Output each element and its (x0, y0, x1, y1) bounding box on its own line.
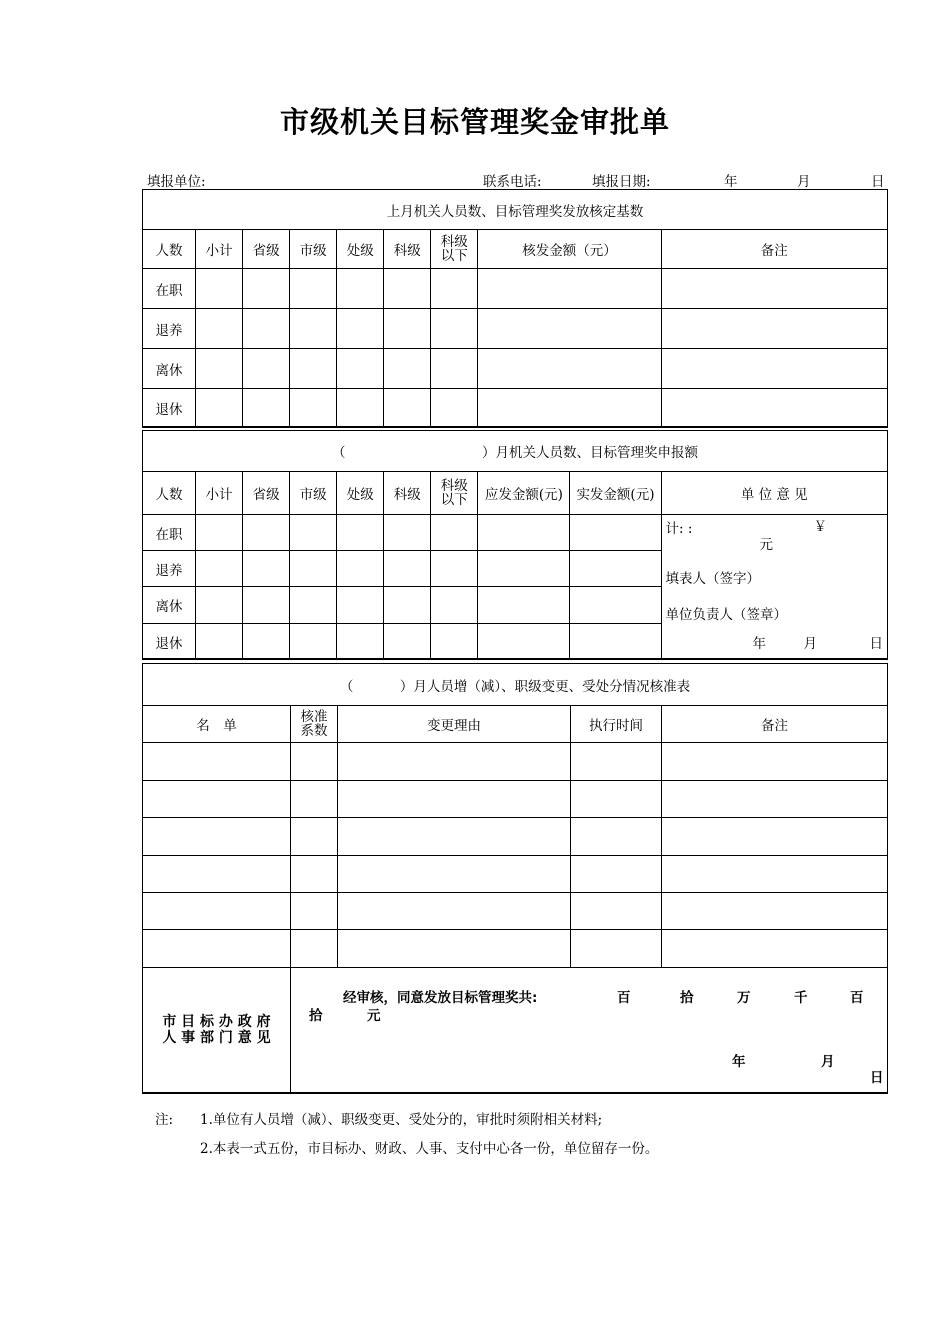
input-cell[interactable] (478, 349, 661, 389)
head-signature-label: 单位负责人（签章） (665, 607, 788, 623)
row-label-retired: 退休 (143, 389, 196, 428)
row-label-semi-retired: 退养 (143, 309, 196, 349)
input-cell[interactable] (431, 269, 478, 309)
input-cell[interactable] (431, 624, 478, 660)
col-header-unit-opinion: 单 位 意 见 (661, 472, 887, 515)
input-cell[interactable] (290, 269, 337, 309)
input-cell[interactable] (431, 587, 478, 624)
input-cell[interactable] (243, 349, 290, 389)
col-header-paid-amount: 实发金额(元) (570, 472, 661, 515)
input-cell[interactable] (478, 515, 570, 551)
input-cell[interactable] (662, 743, 888, 781)
input-cell[interactable] (338, 781, 571, 818)
label-part: 以下 (440, 247, 468, 264)
phone-label: 联系电话: (483, 174, 542, 190)
title-open-paren: （ (332, 445, 346, 461)
label-part: 系数 (300, 722, 328, 739)
input-cell[interactable] (571, 781, 662, 818)
input-cell[interactable] (431, 349, 478, 389)
input-cell[interactable] (290, 624, 337, 660)
unit-yuan: 元 (367, 1008, 381, 1024)
unit-hundred-wan: 百 (617, 990, 631, 1006)
header-year: 年 (724, 174, 738, 190)
input-cell[interactable] (143, 818, 291, 856)
row-label-retired: 退休 (143, 624, 196, 660)
input-cell[interactable] (661, 349, 887, 389)
section-change-table (142, 663, 888, 1094)
filler-signature-label: 填表人（签字） (665, 571, 761, 587)
input-cell[interactable] (661, 269, 887, 309)
col-header-provincial: 省级 (243, 230, 290, 269)
input-cell[interactable] (337, 349, 384, 389)
input-cell[interactable] (384, 349, 431, 389)
unit-wan: 万 (737, 990, 751, 1006)
input-cell[interactable] (337, 624, 384, 660)
input-cell[interactable] (338, 893, 571, 930)
row-label-retired-cadre: 离休 (143, 587, 196, 624)
input-cell[interactable] (384, 269, 431, 309)
header-month: 月 (797, 174, 811, 190)
col-header-remarks: 备注 (662, 706, 888, 743)
input-cell[interactable] (570, 551, 661, 587)
input-cell[interactable] (243, 309, 290, 349)
input-cell[interactable] (143, 781, 291, 818)
input-cell[interactable] (662, 781, 888, 818)
input-cell[interactable] (243, 389, 290, 428)
unit-hundred: 百 (850, 990, 864, 1006)
unit-ten: 拾 (309, 1008, 323, 1024)
unit-thousand: 千 (794, 990, 808, 1006)
approval-authority-label (143, 968, 291, 1093)
input-cell[interactable] (243, 624, 290, 660)
input-cell[interactable] (571, 743, 662, 781)
input-cell[interactable] (337, 515, 384, 551)
date-label: 填报日期: (592, 174, 651, 190)
input-cell[interactable] (337, 551, 384, 587)
title-text: ）月机关人员数、目标管理奖申报额 (482, 445, 698, 461)
input-cell[interactable] (196, 309, 243, 349)
table-row (143, 781, 888, 818)
col-header-count: 人数 (143, 472, 196, 515)
input-cell[interactable] (478, 551, 570, 587)
title-text: ）月人员增（减）、职级变更、受处分情况核准表 (399, 678, 691, 695)
label-part: 以下 (440, 491, 468, 508)
opinion-day: 日 (869, 636, 884, 652)
input-cell[interactable] (431, 389, 478, 428)
opinion-month: 月 (803, 636, 818, 652)
input-cell[interactable] (196, 515, 243, 551)
input-cell[interactable] (143, 856, 291, 893)
input-cell[interactable] (290, 309, 337, 349)
title-open-paren: （ (339, 678, 354, 695)
col-header-effective-time: 执行时间 (571, 706, 662, 743)
input-cell[interactable] (384, 624, 431, 660)
unit-label: 填报单位: (147, 174, 206, 190)
col-header-coefficient (291, 706, 338, 743)
col-header-name-list: 名 单 (143, 706, 291, 743)
input-cell[interactable] (662, 930, 888, 968)
input-cell[interactable] (143, 743, 291, 781)
input-cell[interactable] (143, 893, 291, 930)
input-cell[interactable] (337, 269, 384, 309)
input-cell[interactable] (337, 389, 384, 428)
table-row (143, 818, 888, 856)
input-cell[interactable] (662, 856, 888, 893)
col-header-below-section (431, 472, 478, 515)
input-cell[interactable] (338, 743, 571, 781)
col-header-subtotal: 小计 (196, 472, 243, 515)
col-header-provincial: 省级 (243, 472, 290, 515)
col-header-municipal: 市级 (290, 472, 337, 515)
row-label-active: 在职 (143, 515, 196, 551)
col-header-count: 人数 (143, 230, 196, 269)
unit-opinion-cell[interactable] (661, 515, 887, 660)
table-row (143, 743, 888, 781)
input-cell[interactable] (338, 818, 571, 856)
input-cell[interactable] (661, 389, 887, 428)
col-header-division: 处级 (337, 230, 384, 269)
input-cell[interactable] (338, 930, 571, 968)
input-cell[interactable] (143, 930, 291, 968)
col-header-below-section (431, 230, 478, 269)
input-cell[interactable] (290, 389, 337, 428)
input-cell[interactable] (571, 893, 662, 930)
input-cell[interactable] (478, 269, 661, 309)
opinion-year: 年 (752, 636, 767, 652)
input-cell[interactable] (384, 389, 431, 428)
approval-day: 日 (870, 1070, 884, 1086)
input-cell[interactable] (337, 587, 384, 624)
input-cell[interactable] (243, 551, 290, 587)
input-cell[interactable] (243, 269, 290, 309)
col-header-section: 科级 (384, 230, 431, 269)
input-cell[interactable] (243, 515, 290, 551)
note-line-1: 1.单位有人员增（减）、职级变更、受处分的，审批时须附相关材料; (200, 1112, 603, 1128)
input-cell[interactable] (431, 551, 478, 587)
col-header-subtotal: 小计 (196, 230, 243, 269)
section3-title (143, 664, 888, 706)
col-header-division: 处级 (337, 472, 384, 515)
input-cell[interactable] (291, 781, 338, 818)
input-cell[interactable] (571, 818, 662, 856)
label-part: 核准 (300, 708, 328, 725)
label-part: 科级 (440, 477, 468, 494)
input-cell[interactable] (662, 818, 888, 856)
input-cell[interactable] (290, 349, 337, 389)
input-cell[interactable] (290, 587, 337, 624)
authority-line-1: 市 目 标 办 政 府 (162, 1014, 271, 1030)
input-cell[interactable] (478, 389, 661, 428)
input-cell[interactable] (291, 818, 338, 856)
col-header-remarks: 备注 (661, 230, 887, 269)
input-cell[interactable] (478, 624, 570, 660)
input-cell[interactable] (196, 587, 243, 624)
input-cell[interactable] (431, 309, 478, 349)
approval-text: 经审核，同意发放目标管理奖共: (343, 990, 538, 1006)
input-cell[interactable] (571, 930, 662, 968)
input-cell[interactable] (291, 743, 338, 781)
label-part: 科级 (440, 233, 468, 250)
table-row (143, 856, 888, 893)
input-cell[interactable] (290, 515, 337, 551)
input-cell[interactable] (196, 349, 243, 389)
input-cell[interactable] (384, 309, 431, 349)
authority-line-2: 人 事 部 门 意 见 (162, 1030, 271, 1046)
section1-title: 上月机关人员数、目标管理奖发放核定基数 (143, 190, 888, 230)
input-cell[interactable] (570, 624, 661, 660)
row-label-semi-retired: 退养 (143, 551, 196, 587)
unit-ten-wan: 拾 (680, 990, 694, 1006)
input-cell[interactable] (290, 551, 337, 587)
input-cell[interactable] (384, 551, 431, 587)
input-cell[interactable] (196, 624, 243, 660)
input-cell[interactable] (291, 930, 338, 968)
input-cell[interactable] (570, 515, 661, 551)
notes-label: 注: (155, 1112, 174, 1128)
input-cell[interactable] (196, 551, 243, 587)
input-cell[interactable] (196, 269, 243, 309)
col-header-approved-amount: 核发金额（元） (478, 230, 661, 269)
input-cell[interactable] (337, 309, 384, 349)
input-cell[interactable] (478, 587, 570, 624)
approval-cell[interactable] (291, 968, 888, 1093)
col-header-change-reason: 变更理由 (338, 706, 571, 743)
row-label-active: 在职 (143, 269, 196, 309)
input-cell[interactable] (431, 515, 478, 551)
input-cell[interactable] (196, 389, 243, 428)
yen-sign: ￥ (813, 519, 828, 535)
col-header-section: 科级 (384, 472, 431, 515)
input-cell[interactable] (291, 856, 338, 893)
input-cell[interactable] (338, 856, 571, 893)
yuan-label: 元 (759, 537, 774, 553)
input-cell[interactable] (243, 587, 290, 624)
input-cell[interactable] (291, 893, 338, 930)
form-title: 市级机关目标管理奖金审批单 (279, 105, 670, 139)
table-row (143, 893, 888, 930)
note-line-2: 2.本表一式五份，市目标办、财政、人事、支付中心各一份，单位留存一份。 (200, 1141, 659, 1157)
section-application-table (142, 430, 888, 659)
approval-month: 月 (821, 1054, 835, 1070)
section-base-table (142, 189, 888, 427)
header-day: 日 (871, 174, 885, 190)
section2-title (143, 431, 888, 472)
input-cell[interactable] (662, 893, 888, 930)
total-prefix: 计: : (665, 521, 693, 537)
input-cell[interactable] (661, 309, 887, 349)
input-cell[interactable] (570, 587, 661, 624)
input-cell[interactable] (571, 856, 662, 893)
approval-year: 年 (732, 1054, 746, 1070)
input-cell[interactable] (478, 309, 661, 349)
input-cell[interactable] (384, 587, 431, 624)
col-header-payable-amount: 应发金额(元) (478, 472, 570, 515)
row-label-retired-cadre: 离休 (143, 349, 196, 389)
col-header-municipal: 市级 (290, 230, 337, 269)
table-row (143, 930, 888, 968)
input-cell[interactable] (384, 515, 431, 551)
